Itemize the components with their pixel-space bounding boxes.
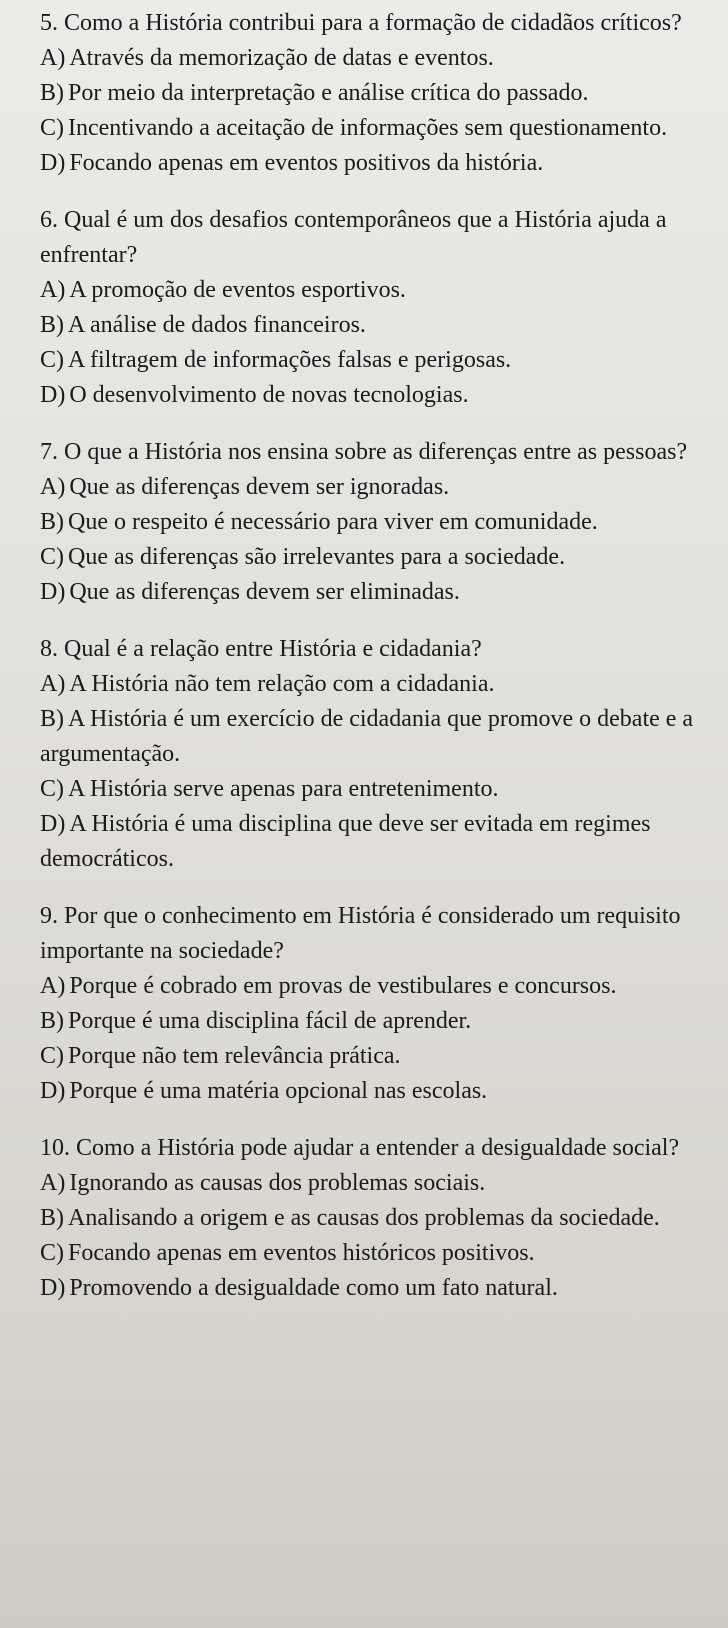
option-list xyxy=(40,1166,710,1306)
question-10 xyxy=(40,1131,710,1306)
option-a xyxy=(40,667,710,702)
option-letter: C) xyxy=(40,1043,64,1069)
question-text: 8. Qual é a relação entre História e cidadania? xyxy=(40,636,482,662)
question-6 xyxy=(40,203,710,413)
option-text: Incentivando a aceitação de informações sem questionamento. xyxy=(68,115,668,141)
option-list xyxy=(40,273,710,413)
option-list xyxy=(40,470,710,610)
question-5 xyxy=(40,6,710,181)
option-d xyxy=(40,378,710,413)
option-text: Focando apenas em eventos positivos da história. xyxy=(69,150,544,176)
option-text: Promovendo a desigualdade como um fato natural. xyxy=(69,1275,558,1301)
option-letter: D) xyxy=(40,1275,66,1301)
option-text: A análise de dados financeiros. xyxy=(68,312,366,338)
option-letter: D) xyxy=(40,150,66,176)
option-letter: A) xyxy=(40,45,66,71)
option-c xyxy=(40,343,710,378)
option-letter: A) xyxy=(40,1170,66,1196)
option-text: Que as diferenças são irrelevantes para a sociedade. xyxy=(68,544,566,570)
option-c xyxy=(40,540,710,575)
option-letter: C) xyxy=(40,776,64,802)
option-d xyxy=(40,807,710,877)
option-text: Ignorando as causas dos problemas sociais. xyxy=(69,1170,486,1196)
question-9 xyxy=(40,899,710,1109)
option-text: Focando apenas em eventos históricos positivos. xyxy=(68,1240,535,1266)
option-b xyxy=(40,505,710,540)
option-text: Porque é uma disciplina fácil de aprender. xyxy=(68,1008,472,1034)
option-text: Que o respeito é necessário para viver em comunidade. xyxy=(68,509,598,535)
option-d xyxy=(40,1074,710,1109)
option-letter: B) xyxy=(40,1008,64,1034)
option-text: A História é uma disciplina que deve ser evitada em regimes democráticos. xyxy=(40,811,651,872)
option-text: Através da memorização de datas e eventos. xyxy=(69,45,494,71)
question-text: 5. Como a História contribui para a formação de cidadãos críticos? xyxy=(40,10,682,36)
option-a xyxy=(40,273,710,308)
option-a xyxy=(40,41,710,76)
option-b xyxy=(40,1201,710,1236)
option-letter: D) xyxy=(40,1078,66,1104)
option-letter: A) xyxy=(40,671,66,697)
option-text: A promoção de eventos esportivos. xyxy=(69,277,406,303)
option-text: A História é um exercício de cidadania que promove o debate e a argumentação. xyxy=(40,706,694,767)
option-letter: D) xyxy=(40,382,66,408)
option-c xyxy=(40,772,710,807)
option-letter: B) xyxy=(40,1205,64,1231)
option-letter: C) xyxy=(40,1240,64,1266)
option-letter: B) xyxy=(40,509,64,535)
question-8 xyxy=(40,632,710,877)
option-text: A História não tem relação com a cidadania. xyxy=(69,671,495,697)
option-a xyxy=(40,969,710,1004)
option-text: Porque é cobrado em provas de vestibulares e concursos. xyxy=(69,973,617,999)
option-letter: C) xyxy=(40,544,64,570)
option-letter: A) xyxy=(40,474,66,500)
option-a xyxy=(40,1166,710,1201)
question-text: 10. Como a História pode ajudar a entender a desigualdade social? xyxy=(40,1135,680,1161)
option-b xyxy=(40,1004,710,1039)
option-list xyxy=(40,969,710,1109)
option-letter: B) xyxy=(40,706,64,732)
question-text: 7. O que a História nos ensina sobre as diferenças entre as pessoas? xyxy=(40,439,688,465)
option-letter: C) xyxy=(40,115,64,141)
option-d xyxy=(40,146,710,181)
option-letter: B) xyxy=(40,80,64,106)
option-a xyxy=(40,470,710,505)
option-b xyxy=(40,702,710,772)
question-text: 9. Por que o conhecimento em História é considerado um requisito importante na sociedade? xyxy=(40,903,681,964)
option-text: A História serve apenas para entretenimento. xyxy=(68,776,499,802)
option-letter: A) xyxy=(40,973,66,999)
option-list xyxy=(40,667,710,877)
option-d xyxy=(40,1271,710,1306)
option-text: Porque não tem relevância prática. xyxy=(68,1043,401,1069)
option-text: O desenvolvimento de novas tecnologias. xyxy=(69,382,469,408)
option-list xyxy=(40,41,710,181)
option-text: Analisando a origem e as causas dos problemas da sociedade. xyxy=(68,1205,660,1231)
option-text: Porque é uma matéria opcional nas escolas. xyxy=(69,1078,488,1104)
option-text: A filtragem de informações falsas e perigosas. xyxy=(68,347,512,373)
option-d xyxy=(40,575,710,610)
question-7 xyxy=(40,435,710,610)
option-c xyxy=(40,1039,710,1074)
option-text: Que as diferenças devem ser eliminadas. xyxy=(69,579,460,605)
option-b xyxy=(40,308,710,343)
option-letter: C) xyxy=(40,347,64,373)
option-letter: B) xyxy=(40,312,64,338)
question-text: 6. Qual é um dos desafios contemporâneos que a História ajuda a enfrentar? xyxy=(40,207,667,268)
option-letter: D) xyxy=(40,811,66,837)
option-c xyxy=(40,111,710,146)
option-letter: A) xyxy=(40,277,66,303)
option-b xyxy=(40,76,710,111)
option-c xyxy=(40,1236,710,1271)
option-text: Que as diferenças devem ser ignoradas. xyxy=(69,474,450,500)
option-text: Por meio da interpretação e análise crítica do passado. xyxy=(68,80,589,106)
option-letter: D) xyxy=(40,579,66,605)
